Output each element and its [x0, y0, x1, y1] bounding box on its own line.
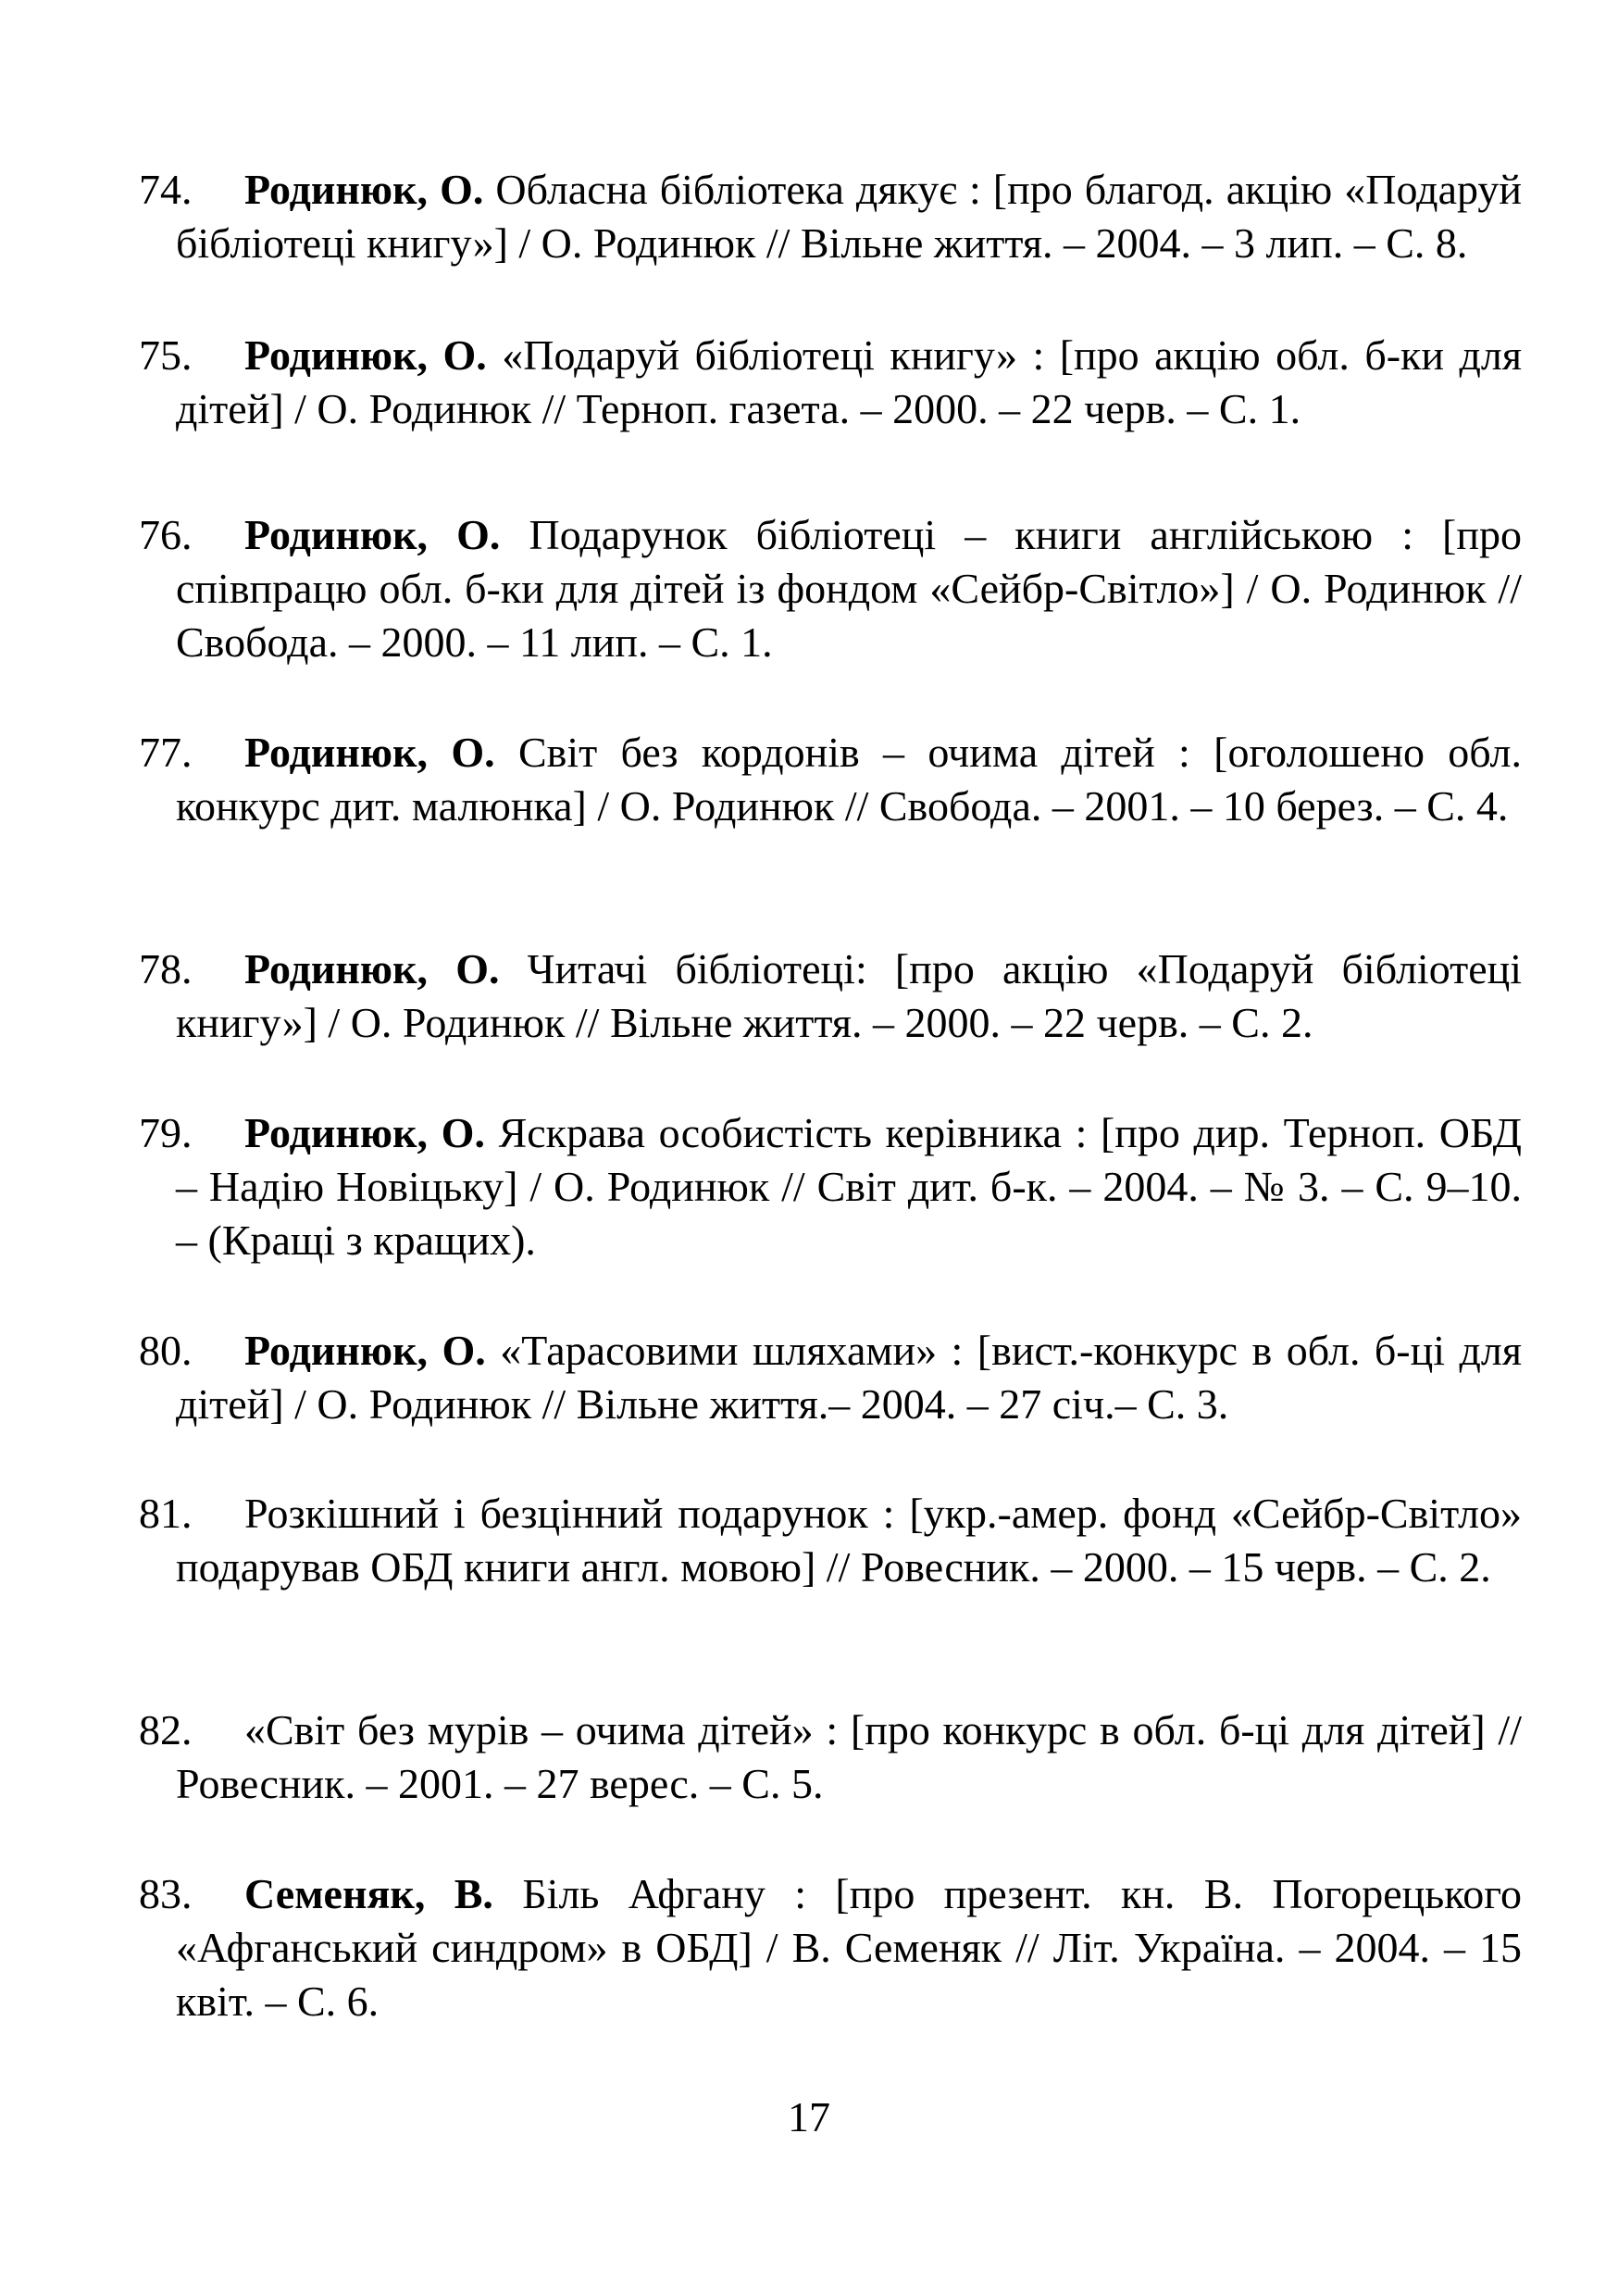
bibliography-entry	[139, 1324, 1522, 1431]
entry-author: Родинюк, О.	[244, 1327, 486, 1374]
entry-author: Родинюк, О.	[244, 331, 487, 379]
entry-text: Біль Афгану : [про презент. кн. В. Погорецького «Афганський синдром» в ОБД] / В. Семеняк // Літ. Україна. – 2004. – 15 квіт. – С. 6.	[176, 1870, 1523, 2025]
bibliography-entry	[139, 726, 1522, 833]
entry-number: 77.	[139, 729, 193, 776]
bibliography-entry	[139, 1867, 1522, 2028]
entry-text: Читачі бібліотеці: [про акцію «Подаруй бібліотеці книгу»] / О. Родинюк // Вільне життя. – 2000. – 22 черв. – С. 2.	[176, 945, 1523, 1046]
entry-text: Розкішний і безцінний подарунок : [укр.-амер. фонд «Сейбр-Світло» подарував ОБД книги англ. мовою] // Ровесник. – 2000. – 15 черв. – С. 2.	[176, 1490, 1522, 1591]
entry-text: «Тарасовими шляхами» : [вист.-конкурс в обл. б-ці для дітей] / О. Родинюк // Вільне життя.– 2004. – 27 січ.– С. 3.	[176, 1327, 1523, 1428]
entry-author: Родинюк, О.	[244, 1109, 485, 1156]
entry-number: 74.	[139, 166, 193, 213]
entry-number: 78.	[139, 945, 193, 992]
entry-author: Родинюк, О.	[244, 729, 495, 776]
entry-number: 80.	[139, 1327, 193, 1374]
entry-number: 76.	[139, 511, 193, 558]
entry-number: 79.	[139, 1109, 193, 1156]
entry-author: Родинюк, О.	[244, 166, 484, 213]
entry-text: Обласна бібліотека дякує : [про благод. акцію «Подаруй бібліотеці книгу»] / О. Родинюк // Вільне життя. – 2004. – 3 лип. – С. 8.	[176, 166, 1522, 267]
entry-author: Родинюк, О.	[244, 945, 500, 992]
entry-number: 75.	[139, 331, 193, 379]
entry-number: 82.	[139, 1706, 193, 1753]
entry-text: Світ без кордонів – очима дітей : [оголошено обл. конкурс дит. малюнка] / О. Родинюк // Свобода. – 2001. – 10 берез. – С. 4.	[176, 729, 1523, 830]
bibliography-entry	[139, 942, 1522, 1050]
entry-text: «Світ без мурів – очима дітей» : [про конкурс в обл. б-ці для дітей] // Ровесник. – 2001. – 27 верес. – С. 5.	[176, 1706, 1522, 1807]
bibliography-entry	[139, 1106, 1522, 1267]
entry-number: 83.	[139, 1870, 193, 1917]
entry-author: Родинюк, О.	[244, 511, 501, 558]
entry-number: 81.	[139, 1490, 193, 1537]
entry-text: Подарунок бібліотеці – книги англійською : [про співпрацю обл. б-ки для дітей із фондом «Сейбр-Світло»] / О. Родинюк // Свобода. – 2000. – 11 лип. – С. 1.	[176, 511, 1522, 666]
entry-author: Семеняк, В.	[244, 1870, 493, 1917]
page-number: 17	[788, 2093, 830, 2140]
bibliography-entry	[139, 163, 1522, 270]
bibliography-entry	[139, 329, 1522, 436]
bibliography-entry	[139, 508, 1522, 669]
bibliography-entry	[139, 1703, 1522, 1811]
bibliography-entry	[139, 1487, 1522, 1594]
entry-text: «Подаруй бібліотеці книгу» : [про акцію обл. б-ки для дітей] / О. Родинюк // Терноп. газета. – 2000. – 22 черв. – С. 1.	[176, 331, 1522, 432]
entry-text: Яскрава особистість керівника : [про дир. Терноп. ОБД – Надію Новіцьку] / О. Родинюк // Світ дит. б-к. – 2004. – № 3. – С. 9–10. – (Кращі з кращих).	[176, 1109, 1522, 1264]
